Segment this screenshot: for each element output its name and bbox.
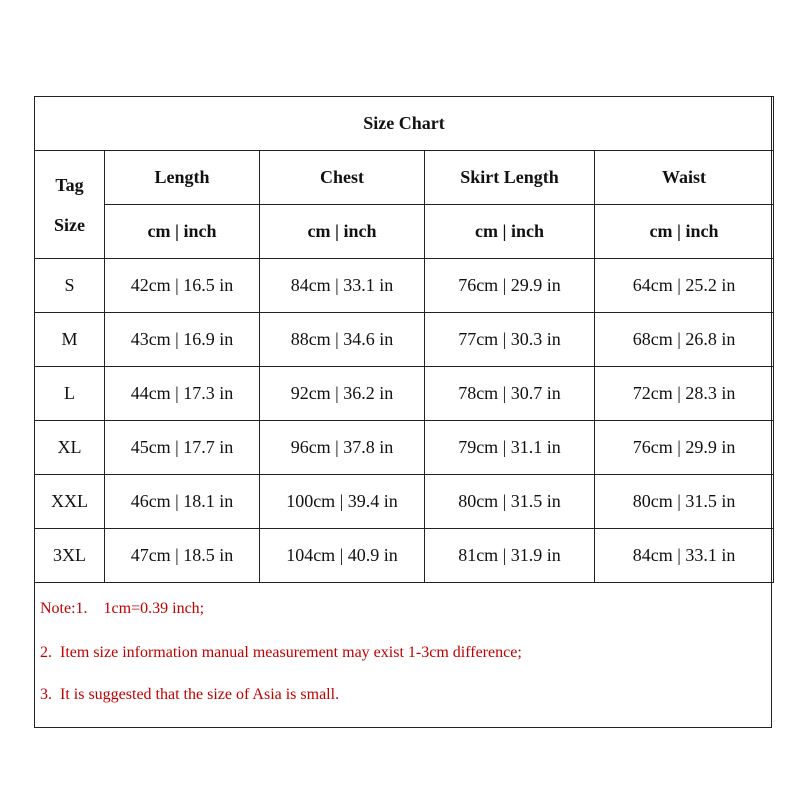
- chart-title: Size Chart: [35, 97, 774, 151]
- table-row: [35, 259, 774, 313]
- length-cell: 42cm | 16.5 in: [105, 259, 260, 313]
- table-row: [35, 313, 774, 367]
- col-header-length: Length: [105, 151, 260, 205]
- skirt-length-cell: 80cm | 31.5 in: [425, 475, 595, 529]
- note-2: 2. Item size information manual measurement may exist 1-3cm difference;: [40, 644, 522, 661]
- size-label: Size: [54, 214, 85, 235]
- unit-chest: cm | inch: [260, 205, 425, 259]
- skirt-length-cell: 79cm | 31.1 in: [425, 421, 595, 475]
- table-row: [35, 367, 774, 421]
- unit-skirt-length: cm | inch: [425, 205, 595, 259]
- skirt-length-cell: 81cm | 31.9 in: [425, 529, 595, 583]
- size-cell: S: [35, 259, 105, 313]
- waist-cell: 76cm | 29.9 in: [595, 421, 774, 475]
- waist-cell: 72cm | 28.3 in: [595, 367, 774, 421]
- tag-size-header: [35, 151, 105, 259]
- note-1: Note:1. 1cm=0.39 inch;: [40, 600, 205, 617]
- chest-cell: 84cm | 33.1 in: [260, 259, 425, 313]
- unit-waist: cm | inch: [595, 205, 774, 259]
- col-header-waist: Waist: [595, 151, 774, 205]
- size-cell: 3XL: [35, 529, 105, 583]
- waist-cell: 68cm | 26.8 in: [595, 313, 774, 367]
- waist-cell: 84cm | 33.1 in: [595, 529, 774, 583]
- waist-cell: 80cm | 31.5 in: [595, 475, 774, 529]
- waist-cell: 64cm | 25.2 in: [595, 259, 774, 313]
- col-header-chest: Chest: [260, 151, 425, 205]
- unit-length: cm | inch: [105, 205, 260, 259]
- tag-label: Tag: [55, 174, 84, 195]
- chest-cell: 88cm | 34.6 in: [260, 313, 425, 367]
- size-chart-table: [34, 96, 774, 583]
- skirt-length-cell: 77cm | 30.3 in: [425, 313, 595, 367]
- chest-cell: 96cm | 37.8 in: [260, 421, 425, 475]
- length-cell: 46cm | 18.1 in: [105, 475, 260, 529]
- table-row: [35, 529, 774, 583]
- size-cell: M: [35, 313, 105, 367]
- length-cell: 44cm | 17.3 in: [105, 367, 260, 421]
- size-cell: XXL: [35, 475, 105, 529]
- chest-cell: 92cm | 36.2 in: [260, 367, 425, 421]
- col-header-skirt-length: Skirt Length: [425, 151, 595, 205]
- skirt-length-cell: 78cm | 30.7 in: [425, 367, 595, 421]
- length-cell: 45cm | 17.7 in: [105, 421, 260, 475]
- length-cell: 47cm | 18.5 in: [105, 529, 260, 583]
- table-row: [35, 475, 774, 529]
- table-row: [35, 421, 774, 475]
- chest-cell: 100cm | 39.4 in: [260, 475, 425, 529]
- chest-cell: 104cm | 40.9 in: [260, 529, 425, 583]
- note-3: 3. It is suggested that the size of Asia is small.: [40, 686, 340, 703]
- skirt-length-cell: 76cm | 29.9 in: [425, 259, 595, 313]
- length-cell: 43cm | 16.9 in: [105, 313, 260, 367]
- size-cell: L: [35, 367, 105, 421]
- size-cell: XL: [35, 421, 105, 475]
